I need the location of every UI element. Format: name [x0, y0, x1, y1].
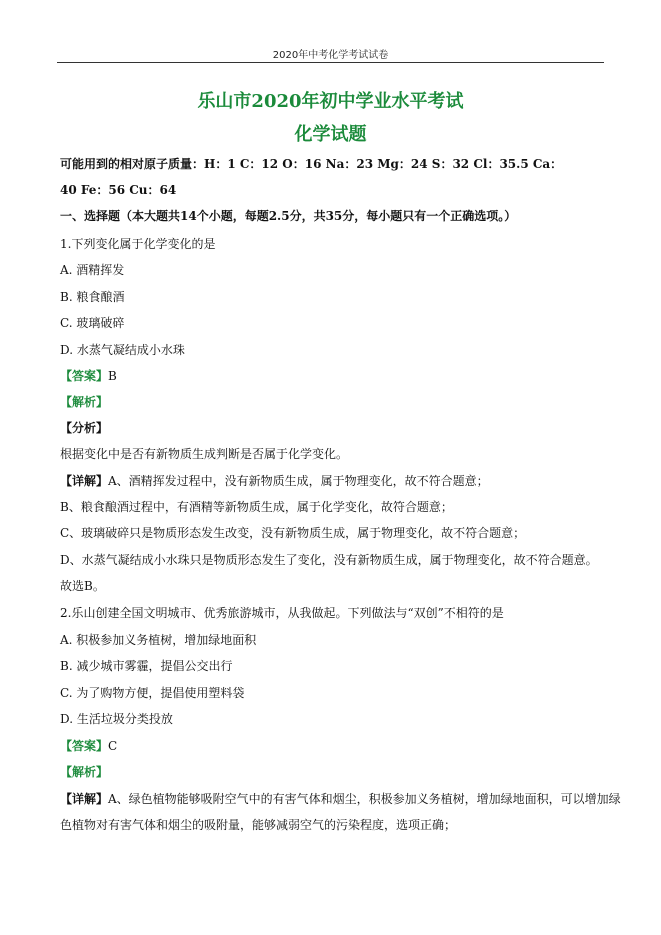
question-1-detail-a [60, 473, 489, 489]
detail-text: A、酒精挥发过程中，没有新物质生成，属于物理变化，故不符合题意； [108, 474, 489, 488]
question-2-stem: 2.乐山创建全国文明城市、优秀旅游城市，从我做起。下列做法与“双创”不相符的是 [60, 606, 504, 620]
question-1-stem: 1.下列变化属于化学变化的是 [60, 237, 216, 251]
question-2-detail-line-2: 色植物对有害气体和烟尘的吸附量，能够减弱空气的污染程度，选项正确； [60, 818, 457, 832]
page-header: 2020年中考化学考试试卷 [272, 50, 389, 61]
question-2-option-a: A. 积极参加义务植树，增加绿地面积 [60, 633, 257, 647]
answer-tag: 【答案】 [60, 739, 109, 753]
header-divider [57, 62, 604, 63]
question-2-option-d: D. 生活垃圾分类投放 [60, 712, 173, 726]
question-1-option-d: D. 水蒸气凝结成小水珠 [60, 343, 185, 357]
atomic-mass-line-1: 可能用到的相对原子质量：H：1 C：12 O：16 Na：23 Mg：24 S：32 Cl：35.5 Ca： [60, 157, 563, 171]
question-1-detail-b: B、粮食酿酒过程中，有酒精等新物质生成，属于化学变化，故符合题意； [60, 500, 453, 514]
detail-tag: 【详解】 [60, 792, 109, 806]
answer-tag: 【答案】 [60, 369, 109, 383]
answer-value: C [108, 739, 118, 753]
analysis-tag: 【解析】 [60, 395, 109, 409]
question-1-fenxi [60, 420, 108, 436]
answer-value: B [108, 369, 117, 383]
question-2-option-b: B. 减少城市雾霾，提倡公交出行 [60, 659, 233, 673]
analysis-tag: 【解析】 [60, 765, 109, 779]
question-1-fenxi-text: 根据变化中是否有新物质生成判断是否属于化学变化。 [60, 447, 349, 461]
question-1-detail-d: D、水蒸气凝结成小水珠只是物质形态发生了变化，没有新物质生成，属于物理变化，故不符合题意。 [60, 553, 598, 567]
atomic-mass-line-2: 40 Fe：56 Cu：64 [60, 183, 177, 197]
fenxi-tag: 【分析】 [60, 421, 109, 435]
question-1-option-a: A. 酒精挥发 [60, 263, 125, 277]
question-1-conclusion: 故选B。 [60, 579, 105, 593]
exam-subtitle: 化学试题 [294, 124, 367, 145]
question-1-detail-c: C、玻璃破碎只是物质形态发生改变，没有新物质生成，属于物理变化，故不符合题意； [60, 526, 526, 540]
question-1-option-b: B. 粮食酿酒 [60, 290, 125, 304]
question-2-option-c: C. 为了购物方便，提倡使用塑料袋 [60, 686, 245, 700]
question-2-analysis [60, 764, 108, 780]
question-1-analysis [60, 394, 108, 410]
question-2-answer [60, 738, 117, 754]
question-1-option-c: C. 玻璃破碎 [60, 316, 125, 330]
detail-text: A、绿色植物能够吸附空气中的有害气体和烟尘，积极参加义务植树，增加绿地面积，可以增加绿 [108, 792, 621, 806]
question-2-detail-line-1 [60, 791, 621, 807]
question-1-answer [60, 368, 117, 384]
section-heading: 一、选择题（本大题共14个小题，每题2.5分，共35分，每小题只有一个正确选项。） [60, 209, 517, 223]
exam-title: 乐山市2020年初中学业水平考试 [197, 91, 464, 112]
detail-tag: 【详解】 [60, 474, 109, 488]
